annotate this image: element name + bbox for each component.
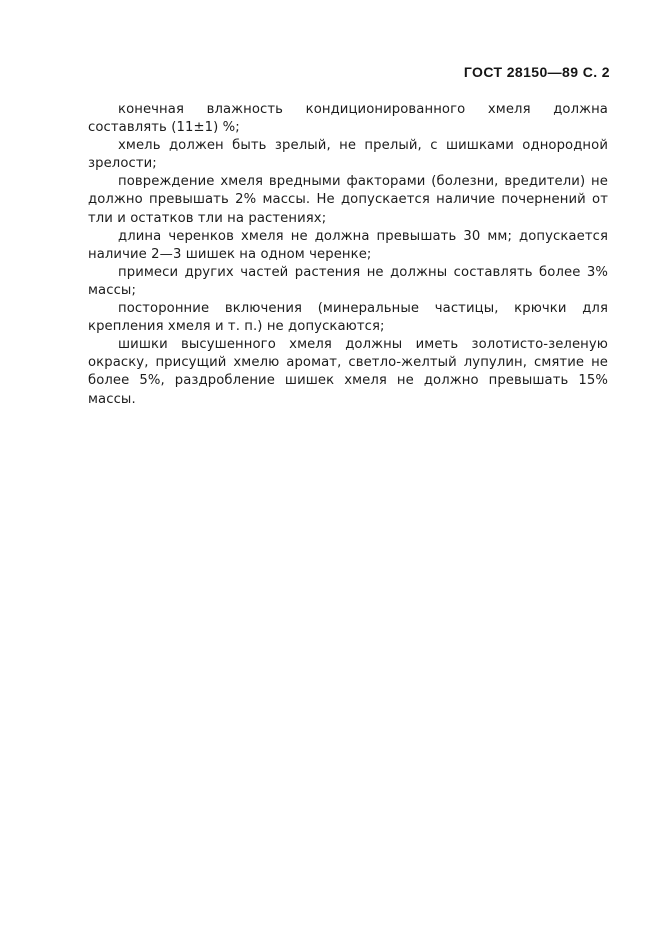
paragraph-foreign-matter: посторонние включения (минеральные частицы, крючки для крепления хмеля и т. п.) не допускаются; xyxy=(88,301,608,335)
paragraph-dried-cones: шишки высушенного хмеля должны иметь золотисто-зеленую окраску, присущий хмелю аромат, светло-желтый лупулин, смятие не более 5%, раздробление шишек хмеля не должно превышать 15% массы. xyxy=(88,337,608,407)
paragraph-damage: повреждение хмеля вредными факторами (болезни, вредители) не должно превышать 2% массы. Не допускается наличие почернений от тли и остатков тли на растениях; xyxy=(88,174,608,226)
paragraph-stem-length: длина черенков хмеля не должна превышать 30 мм; допускается наличие 2—3 шишек на одном черенке; xyxy=(88,228,608,262)
page-header: ГОСТ 28150—89 С. 2 xyxy=(463,64,610,80)
document-body xyxy=(88,101,608,409)
paragraph-impurities: примеси других частей растения не должны составлять более 3% массы; xyxy=(88,264,608,298)
paragraph-moisture: конечная влажность кондиционированного хмеля должна составлять (11±1) %; xyxy=(88,102,608,136)
paragraph-maturity: хмель должен быть зрелый, не прелый, с шишками однородной зрелости; xyxy=(88,138,608,172)
